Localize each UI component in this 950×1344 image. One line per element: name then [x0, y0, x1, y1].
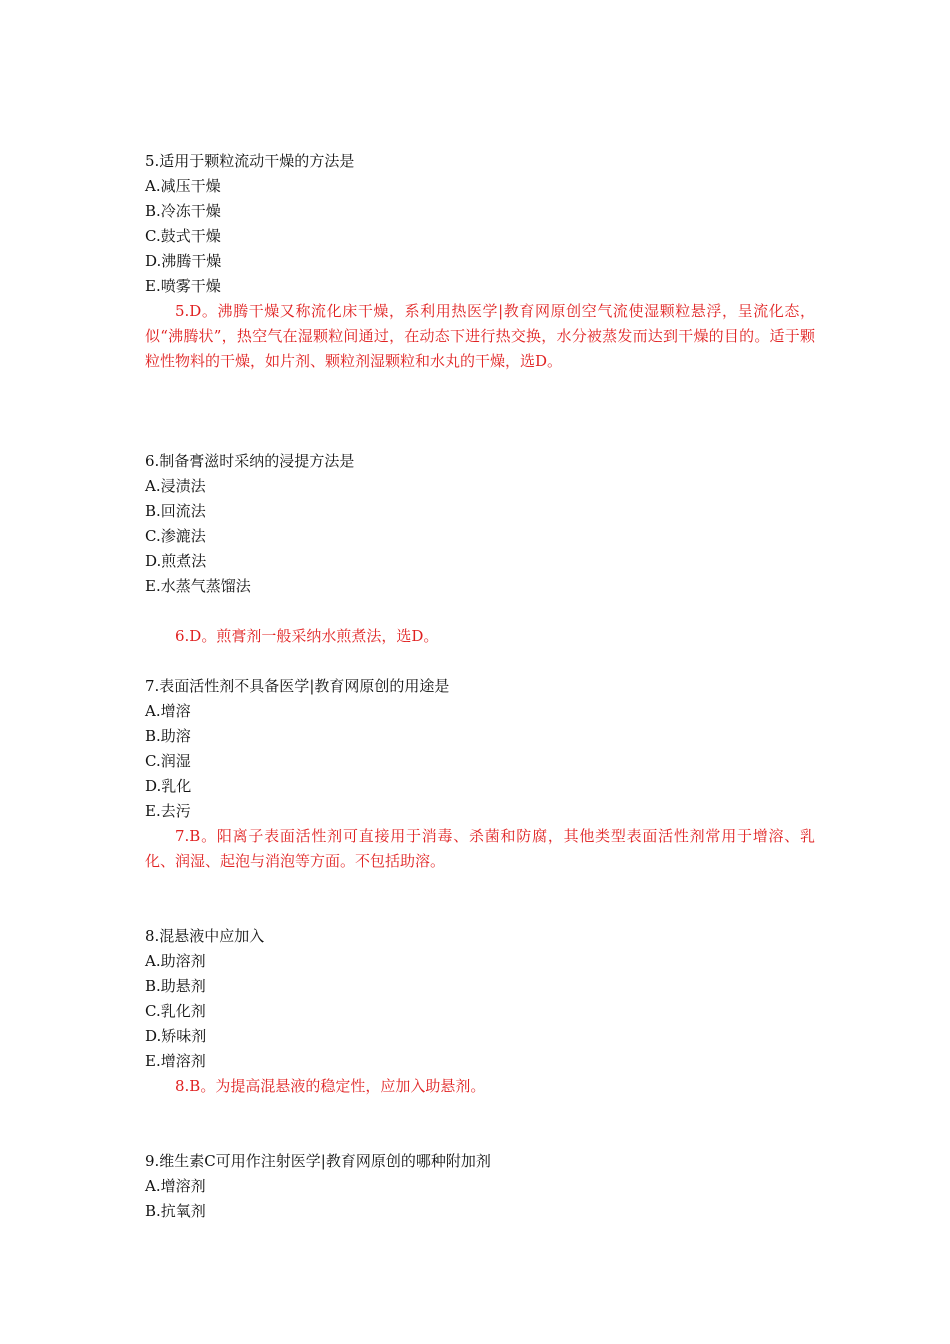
question-6: [145, 449, 815, 649]
question-stem: 9.维生素C可用作注射医学|教育网原创的哪种附加剂: [145, 1152, 491, 1170]
option-a: A.助溶剂: [145, 952, 206, 970]
question-stem: 8.混悬液中应加入: [145, 927, 265, 945]
answer-explanation: 7.B。阳离子表面活性剂可直接用于消毒、杀菌和防腐，其他类型表面活性剂常用于增溶、乳化、润湿、起泡与消泡等方面。不包括助溶。: [145, 827, 815, 870]
question-9: [145, 1149, 815, 1224]
option-c: C.渗漉法: [145, 527, 206, 545]
document-page: [145, 149, 815, 1224]
question-7: [145, 674, 815, 874]
option-e: E.去污: [145, 802, 191, 820]
option-d: D.沸腾干燥: [145, 252, 222, 270]
option-e: E.增溶剂: [145, 1052, 206, 1070]
question-stem: 5.适用于颗粒流动干燥的方法是: [145, 152, 355, 170]
option-c: C.润湿: [145, 752, 191, 770]
question-stem: 6.制备膏滋时采纳的浸提方法是: [145, 452, 355, 470]
question-8: [145, 924, 815, 1099]
option-b: B.助溶: [145, 727, 191, 745]
question-5: [145, 149, 815, 374]
answer-explanation: 5.D。沸腾干燥又称流化床干燥，系利用热医学|教育网原创空气流使湿颗粒悬浮，呈流化态，似“沸腾状”，热空气在湿颗粒间通过，在动态下进行热交换，水分被蒸发而达到干燥的目的。适于颗粒性物料的干燥，如片剂、颗粒剂湿颗粒和水丸的干燥，选D。: [145, 302, 815, 370]
option-a: A.减压干燥: [145, 177, 221, 195]
option-c: C.鼓式干燥: [145, 227, 221, 245]
answer-explanation: 8.B。为提高混悬液的稳定性，应加入助悬剂。: [175, 1077, 486, 1095]
spacer: [145, 599, 815, 624]
option-a: A.增溶: [145, 702, 191, 720]
option-b: B.回流法: [145, 502, 206, 520]
option-d: D.乳化: [145, 777, 192, 795]
option-a: A.浸渍法: [145, 477, 206, 495]
option-b: B.助悬剂: [145, 977, 206, 995]
option-d: D.煎煮法: [145, 552, 207, 570]
spacer: [145, 874, 815, 924]
option-d: D.矫味剂: [145, 1027, 207, 1045]
option-c: C.乳化剂: [145, 1002, 206, 1020]
option-e: E.水蒸气蒸馏法: [145, 577, 251, 595]
option-e: E.喷雾干燥: [145, 277, 221, 295]
answer-explanation: 6.D。煎膏剂一般采纳水煎煮法，选D。: [175, 627, 439, 645]
option-b: B.抗氧剂: [145, 1202, 206, 1220]
option-b: B.冷冻干燥: [145, 202, 221, 220]
option-a: A.增溶剂: [145, 1177, 206, 1195]
question-stem: 7.表面活性剂不具备医学|教育网原创的用途是: [145, 677, 450, 695]
spacer: [145, 1099, 815, 1149]
spacer: [145, 374, 815, 449]
spacer: [145, 649, 815, 674]
